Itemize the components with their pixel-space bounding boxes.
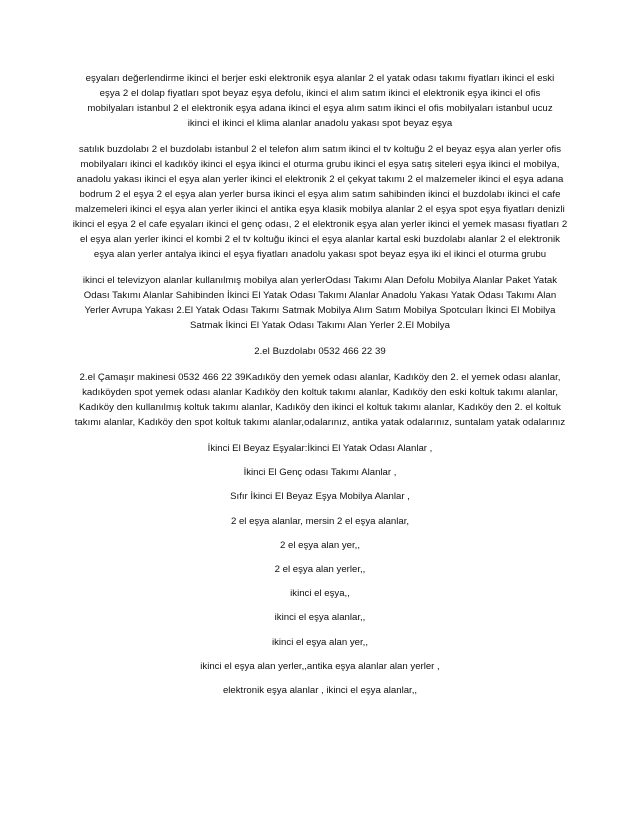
keyword-line: İkinci El Genç odası Takımı Alanlar , <box>243 467 397 479</box>
keyword-line: ikinci el eşya alanlar,, <box>274 612 366 624</box>
keyword-line: 2 el eşya alanlar, mersin 2 el eşya alanlar, <box>230 515 410 527</box>
keyword-line: elektronik eşya alanlar , ikinci el eşya alanlar,, <box>222 684 418 696</box>
keyword-line: 2 el eşya alan yer,, <box>280 539 360 551</box>
paragraph-secondhand-items: eşyaları değerlendirme ikinci el berjer eski elektronik eşya alanlar 2 el yatak odası takımı fiyatları ikinci el eski eşya 2 el dolap fiyatları spot beyaz eşya defolu, ikinci el alım satım ikinci el elektronik eşya ikinci el ofis mobilyaları istanbul 2 el elektronik eşya adana ikinci el eşya alım satım ikinci el ofis mobilyaları istanbul ucuz ikinci el ikinci el klima alanlar anadolu yakası spot beyaz eşya <box>85 73 555 129</box>
keyword-line: 2 el eşya alan yerler,, <box>274 563 366 575</box>
paragraph-refrigerator-listings: satılık buzdolabı 2 el buzdolabı istanbul 2 el telefon alım satım ikinci el tv koltuğu 2 el beyaz eşya alan yerler ofis mobilyaları ikinci el kadıköy ikinci el eşya ikinci el oturma grubu ikinci el eşya satış siteleri eşya ikinci el mobilya, anadolu yakası ikinci el eşya alan yerler ikinci el elektronik 2 el çekyat takımı 2 el malzemeler ikinci el eşya adana bodrum 2 el eşya 2 el eşya alan yerler bursa ikinci el eşya alım satım sahibinden ikinci el buzdolabı ikinci el cafe malzemeleri ikinci el eşya alan yerler ikinci el antika eşya klasik mobilya alanlar 2 el eşya spot eşya fiyatları denizli ikinci el eşya 2 el cafe eşyaları ikinci el genç odası, 2 el elektronik eşya alan yerler ikinci el yemek masası fiyatları 2 el eşya alan yerler ikinci el kombi 2 el tv koltuğu ikinci el eşya alanlar kartal eski buzdolabı alanlar 2 el elektronik eşya alan yerler antalya ikinci el eşya fiyatları anadolu yakası spot beyaz eşya iki el ikinci el oturma grubu <box>72 144 568 260</box>
keyword-line: ikinci el eşya,, <box>290 588 350 600</box>
keyword-line: İkinci El Beyaz Eşyalar:İkinci El Yatak Odası Alanlar , <box>207 443 433 454</box>
document-page <box>72 71 568 707</box>
paragraph-furniture-buyers: ikinci el televizyon alanlar kullanılmış mobilya alan yerlerOdası Takımı Alan Defolu Mobilya Alanlar Paket Yatak Odası Takımı Alanlar Sahibinden İkinci El Yatak Odası Takımı Alanlar Anadolu Yakası Yatak Odası Takımı Alan Yerler Avrupa Yakası 2.El Yatak Odası Takımı Satmak Mobilya Alım Satım Mobilya Spotcuları İkinci El Mobilya Satmak İkinci El Yatak Odası Takımı Alan Yerler 2.El Mobilya <box>82 275 558 331</box>
keyword-line: ikinci el eşya alan yer,, <box>272 636 368 648</box>
paragraph-kadikoy-buyers: 2.el Çamaşır makinesi 0532 466 22 39Kadıköy den yemek odası alanlar, Kadıköy den 2. el yemek odası alanlar, kadıköyden spot yemek odası alanlar Kadıköy den koltuk takımı alanlar, Kadıköy den eski koltuk takımı alanlar, Kadıköy den kullanılmış koltuk takımı alanlar, Kadıköy den ikinci el koltuk takımı alanlar, Kadıköy den 2. el koltuk takımı alanlar, Kadıköy den spot koltuk takımı alanlar,odalarınız, antika yatak odalarınız, suntalam yatak odalarınız <box>74 372 566 428</box>
keyword-line: Sıfır İkinci El Beyaz Eşya Mobilya Alanlar , <box>230 491 410 503</box>
paragraph-phone-number: 2.el Buzdolabı 0532 466 22 39 <box>254 346 386 357</box>
keyword-line: ikinci el eşya alan yerler,,antika eşya alanlar alan yerler , <box>200 660 440 672</box>
